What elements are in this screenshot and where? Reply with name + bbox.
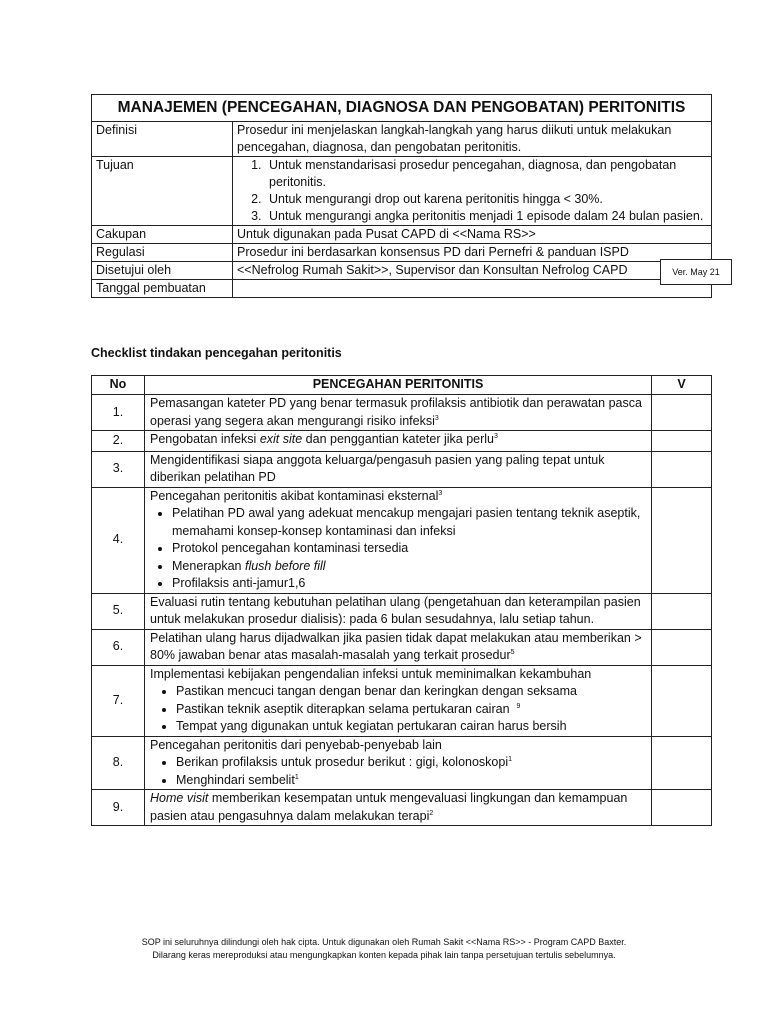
row-description [145, 736, 652, 790]
row-number: 1. [92, 395, 145, 431]
table-row [92, 736, 712, 790]
version-tag: Ver. May 21 [660, 259, 732, 285]
row-text: Pelatihan ulang harus dijadwalkan jika pasien tidak dapat melakukan atau memberikan > 80% jawaban benar atas masalah-masalah yang terkait prosedur [150, 630, 642, 662]
info-row-disetujui [92, 262, 712, 280]
table-row [92, 395, 712, 431]
check-cell[interactable] [652, 629, 712, 665]
list-item: • Pelatihan PD awal yang adekuat mencakup mengajari pasien tentang teknik aseptik, memahami konsep-konsep kontaminasi dan infeksi [172, 505, 646, 540]
list-item: 2. Untuk mengurangi drop out karena peritonitis hingga < 30%. [265, 191, 707, 208]
row-text-italic: exit site [259, 432, 303, 446]
row-description [145, 790, 652, 826]
row-number: 8. [92, 736, 145, 790]
list-item: • Tempat yang digunakan untuk kegiatan pertukaran cairan harus bersih [176, 718, 646, 736]
row-description: Mengidentifikasi siapa anggota keluarga/pengasuh pasien yang paling tepat untuk diberikan pelatihan PD [145, 451, 652, 487]
check-cell[interactable] [652, 395, 712, 431]
info-value: Untuk digunakan pada Pusat CAPD di <<Nama RS>> [233, 226, 712, 244]
row-number: 2. [92, 431, 145, 452]
info-value: Prosedur ini menjelaskan langkah-langkah yang harus diikuti untuk melakukan pencegahan, diagnosa, dan pengobatan peritonitis. [233, 122, 712, 157]
list-item [172, 558, 646, 576]
check-cell[interactable] [652, 431, 712, 452]
document-title: MANAJEMEN (PENCEGAHAN, DIAGNOSA DAN PENGOBATAN) PERITONITIS [92, 95, 712, 122]
footnote-ref: 1 [508, 755, 513, 763]
column-header-title: PENCEGAHAN PERITONITIS [145, 376, 652, 395]
sop-info-table [91, 94, 712, 298]
row-number: 4. [92, 487, 145, 593]
footer-line: SOP ini seluruhnya dilindungi oleh hak cipta. Untuk digunakan oleh Rumah Sakit <<Nama RS>> - Program CAPD Baxter. [141, 937, 627, 947]
list-item: 1. Untuk menstandarisasi prosedur pencegahan, diagnosa, dan pengobatan peritonitis. [265, 157, 707, 191]
info-row-definisi [92, 122, 712, 157]
row-text: Menghindari sembelit [176, 772, 295, 787]
info-row-regulasi [92, 244, 712, 262]
info-label: Tujuan [92, 157, 233, 226]
bullet-list [150, 505, 646, 593]
column-header-no: No [92, 376, 145, 395]
footnote-ref: 5 [510, 648, 515, 656]
row-description [145, 431, 652, 452]
table-row [92, 593, 712, 629]
row-description [145, 629, 652, 665]
check-cell[interactable] [652, 451, 712, 487]
row-text-italic: Home visit [150, 791, 209, 805]
tujuan-list [237, 157, 707, 225]
bullet-list [150, 754, 646, 789]
column-header-check: V [652, 376, 712, 395]
list-item [176, 772, 646, 790]
info-value [233, 157, 712, 226]
info-label: Cakupan [92, 226, 233, 244]
list-item: • Protokol pencegahan kontaminasi tersedia [172, 540, 646, 558]
table-row [92, 451, 712, 487]
row-number: 5. [92, 593, 145, 629]
row-text: Berikan profilaksis untuk prosedur berikut : gigi, kolonoskopi [176, 755, 509, 769]
check-cell[interactable] [652, 665, 712, 736]
footnote-ref: 2 [429, 809, 434, 817]
footnote-ref: 3 [438, 489, 443, 497]
row-description [145, 665, 652, 736]
footer-line: Dilarang keras mereproduksi atau mengungkapkan konten kepada pihak lain tanpa persetujuan tertulis sebelumnya. [152, 950, 616, 960]
table-row [92, 431, 712, 452]
info-row-tujuan [92, 157, 712, 226]
row-text: Pemasangan kateter PD yang benar termasuk profilaksis antibiotik dan perawatan pasca operasi yang segera akan mengurangi risiko infeksi [150, 396, 642, 428]
row-intro: Pencegahan peritonitis dari penyebab-penyebab lain [150, 737, 442, 752]
row-text: dan penggantian kateter jika perlu [302, 432, 495, 446]
table-header-row [92, 376, 712, 395]
footnote-ref: 1 [294, 773, 299, 781]
info-value [233, 280, 712, 298]
footnote-ref: 9 [516, 702, 521, 710]
row-intro: Implementasi kebijakan pengendalian infeksi untuk meminimalkan kekambuhan [150, 666, 592, 681]
row-number: 7. [92, 665, 145, 736]
checklist-table [91, 375, 712, 826]
footnote-ref: 3 [494, 432, 498, 440]
row-text: Pastikan teknik aseptik diterapkan selama pertukaran cairan [176, 701, 510, 716]
check-cell[interactable] [652, 487, 712, 593]
row-text: Pencegahan peritonitis akibat kontaminasi eksternal [150, 488, 439, 503]
info-label: Regulasi [92, 244, 233, 262]
list-item [176, 701, 646, 719]
table-row [92, 665, 712, 736]
row-text: Pengobatan infeksi [150, 432, 260, 446]
info-row-cakupan [92, 226, 712, 244]
row-text: memberikan kesempatan untuk mengevaluasi lingkungan dan kemampuan pasien atau pengasuhnya dalam melakukan terapi [150, 791, 628, 823]
check-cell[interactable] [652, 790, 712, 826]
list-item: 3. Untuk mengurangi angka peritonitis menjadi 1 episode dalam 24 bulan pasien. [265, 208, 707, 225]
info-label: Definisi [92, 122, 233, 157]
checklist-heading: Checklist tindakan pencegahan peritonitis [91, 346, 342, 360]
list-item: • Profilaksis anti-jamur1,6 [172, 575, 646, 593]
list-item [176, 754, 646, 772]
row-number: 3. [92, 451, 145, 487]
info-value: <<Nefrolog Rumah Sakit>>, Supervisor dan Konsultan Nefrolog CAPD [233, 262, 712, 280]
table-row [92, 487, 712, 593]
row-number: 9. [92, 790, 145, 826]
bullet-list [150, 683, 646, 736]
row-description: Evaluasi rutin tentang kebutuhan pelatihan ulang (pengetahuan dan keterampilan pasien untuk melakukan prosedur dialisis): pada 6 bulan sesudahnya, lalu setiap tahun. [145, 593, 652, 629]
check-cell[interactable] [652, 736, 712, 790]
table-row [92, 629, 712, 665]
row-description [145, 487, 652, 593]
footnote-ref: 3 [434, 414, 439, 422]
check-cell[interactable] [652, 593, 712, 629]
info-label: Tanggal pembuatan [92, 280, 233, 298]
info-row-tanggal [92, 280, 712, 298]
row-intro [150, 488, 646, 506]
copyright-footer [0, 936, 768, 962]
table-row [92, 790, 712, 826]
row-number: 6. [92, 629, 145, 665]
list-item: • Pastikan mencuci tangan dengan benar dan keringkan dengan seksama [176, 683, 646, 701]
row-description [145, 395, 652, 431]
row-text-italic: flush before fill [244, 558, 326, 573]
row-text: Menerapkan [172, 558, 245, 573]
info-value: Prosedur ini berdasarkan konsensus PD dari Pernefri & panduan ISPD [233, 244, 712, 262]
info-label: Disetujui oleh [92, 262, 233, 280]
